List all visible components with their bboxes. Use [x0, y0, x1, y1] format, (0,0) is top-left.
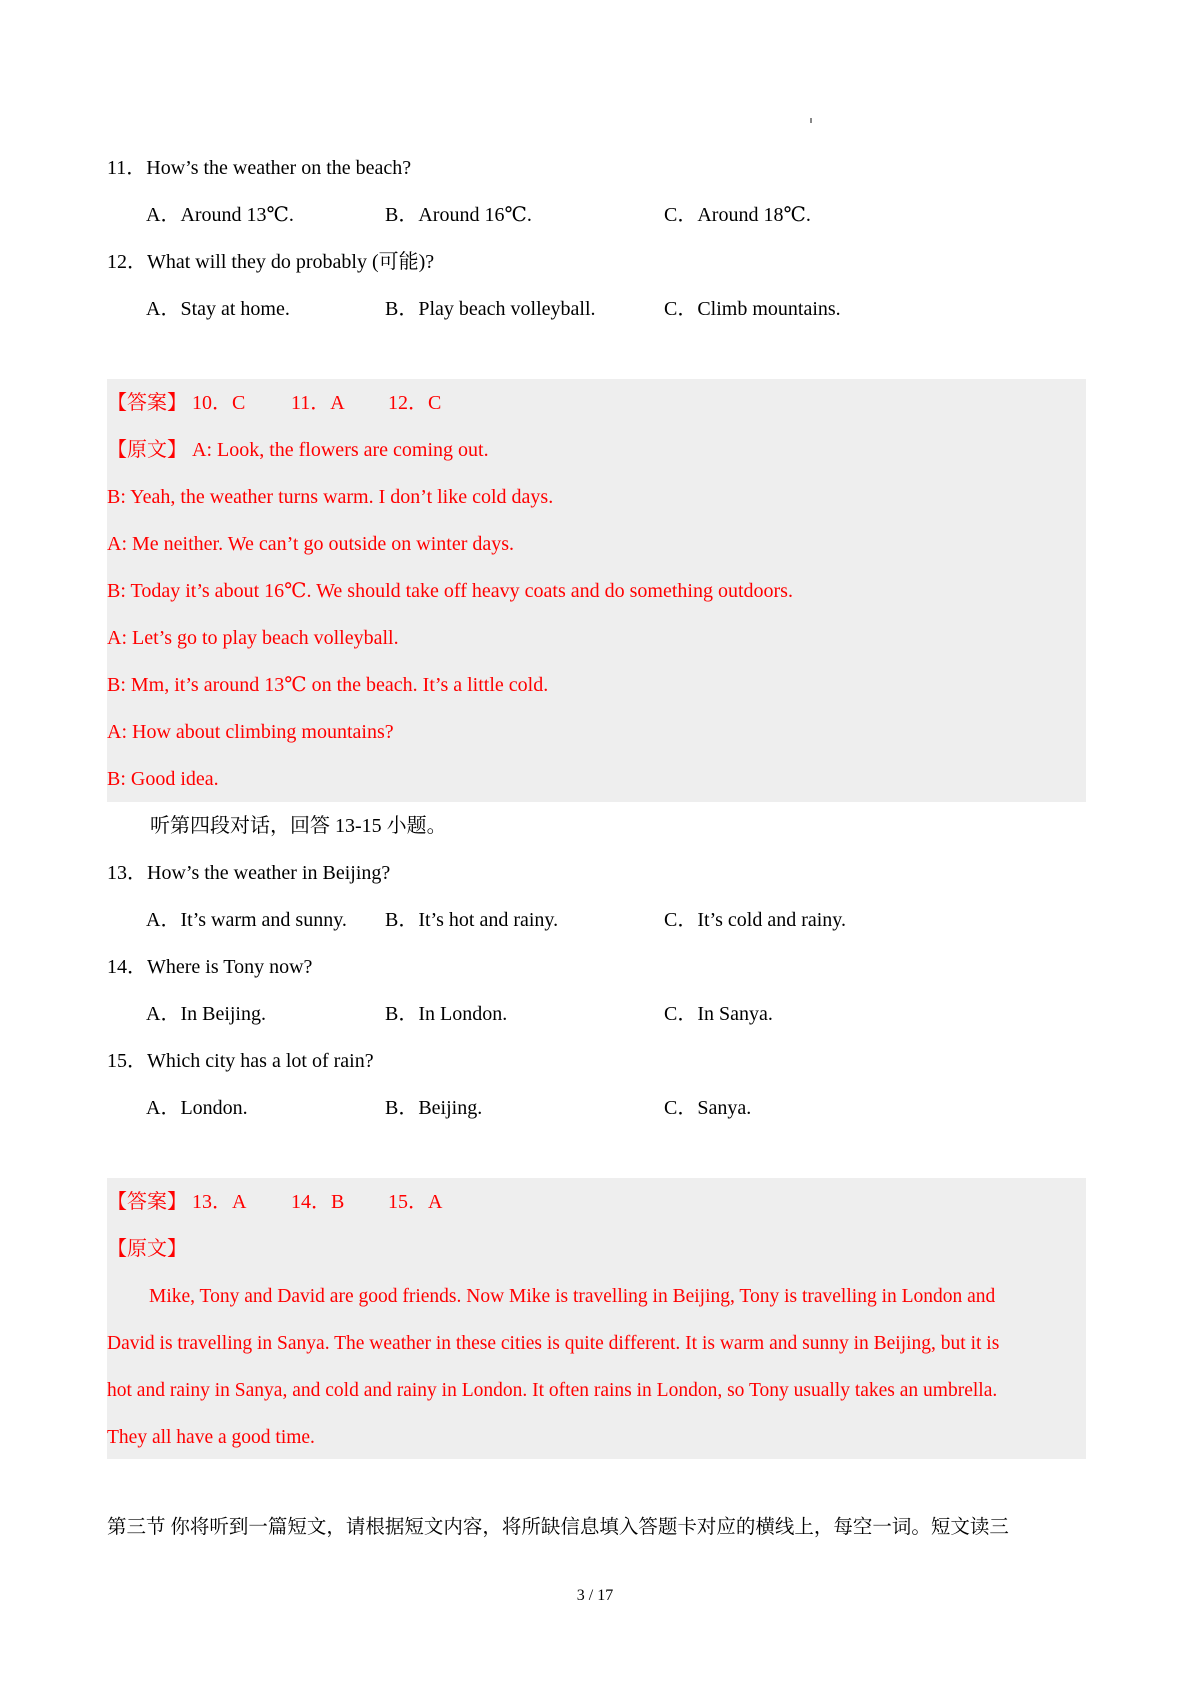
answer-15: 15．A: [388, 1191, 443, 1213]
q14-option-a: A．In Beijing.: [146, 1003, 266, 1025]
transcript-2-header: 【原文】: [107, 1238, 187, 1260]
q12-option-a: A．Stay at home.: [146, 298, 290, 320]
answer-1-header: 【答案】: [107, 392, 187, 414]
q13-option-b: B．It’s hot and rainy.: [385, 909, 559, 931]
q14-option-c: C．In Sanya.: [664, 1003, 773, 1025]
transcript-line: B: Good idea.: [107, 768, 219, 790]
answer-10: 10．C: [192, 392, 246, 414]
section-3-instructions: 第三节 你将听到一篇短文，请根据短文内容，将所缺信息填入答题卡对应的横线上，每空一词。短文读三: [107, 1517, 1009, 1538]
q11-option-c: C．Around 18℃.: [664, 204, 811, 226]
q15-option-a: A．London.: [146, 1097, 248, 1119]
question-15: 15．Which city has a lot of rain?: [107, 1050, 374, 1072]
q15-option-b: B．Beijing.: [385, 1097, 483, 1119]
question-12: 12．What will they do probably (可能)?: [107, 251, 435, 273]
answer-14: 14．B: [291, 1191, 345, 1213]
q11-option-a: A．Around 13℃.: [146, 204, 294, 226]
transcript-1-header: 【原文】: [107, 439, 187, 461]
transcript-line: A: Me neither. We can’t go outside on winter days.: [107, 533, 515, 555]
q12-option-c: C．Climb mountains.: [664, 298, 841, 320]
answer-13: 13．A: [192, 1191, 247, 1213]
transcript-line: A: How about climbing mountains?: [107, 721, 394, 743]
q15-option-c: C．Sanya.: [664, 1097, 752, 1119]
answer-12: 12．C: [388, 392, 442, 414]
question-13: 13．How’s the weather in Beijing?: [107, 862, 391, 884]
section-4-intro: 听第四段对话，回答 13-15 小题。: [150, 815, 447, 837]
answer-11: 11．A: [291, 392, 345, 414]
question-14: 14．Where is Tony now?: [107, 956, 313, 978]
q11-option-b: B．Around 16℃.: [385, 204, 532, 226]
q13-option-c: C．It’s cold and rainy.: [664, 909, 847, 931]
question-11: 11．How’s the weather on the beach?: [107, 157, 412, 179]
page-number: 3 / 17: [576, 1587, 614, 1604]
transcript-line: A: Look, the flowers are coming out.: [192, 439, 489, 461]
q14-option-b: B．In London.: [385, 1003, 508, 1025]
q12-option-b: B．Play beach volleyball.: [385, 298, 596, 320]
answer-2-header: 【答案】: [107, 1191, 187, 1213]
answer-box-2: [107, 1178, 1086, 1459]
passage-line: They all have a good time.: [107, 1427, 315, 1448]
transcript-line: B: Yeah, the weather turns warm. I don’t like cold days.: [107, 486, 554, 508]
page-mark: [810, 118, 812, 123]
passage-line: Mike, Tony and David are good friends. Now Mike is travelling in Beijing, Tony is travelling in London and: [149, 1286, 996, 1307]
transcript-line: B: Today it’s about 16℃. We should take off heavy coats and do something outdoors.: [107, 580, 793, 602]
q13-option-a: A．It’s warm and sunny.: [146, 909, 347, 931]
transcript-line: A: Let’s go to play beach volleyball.: [107, 627, 399, 649]
passage-line: hot and rainy in Sanya, and cold and rainy in London. It often rains in London, so Tony usually takes an umbrella.: [107, 1380, 998, 1401]
passage-line: David is travelling in Sanya. The weather in these cities is quite different. It is warm and sunny in Beijing, but it is: [107, 1333, 1000, 1354]
transcript-line: B: Mm, it’s around 13℃ on the beach. It’s a little cold.: [107, 674, 549, 696]
